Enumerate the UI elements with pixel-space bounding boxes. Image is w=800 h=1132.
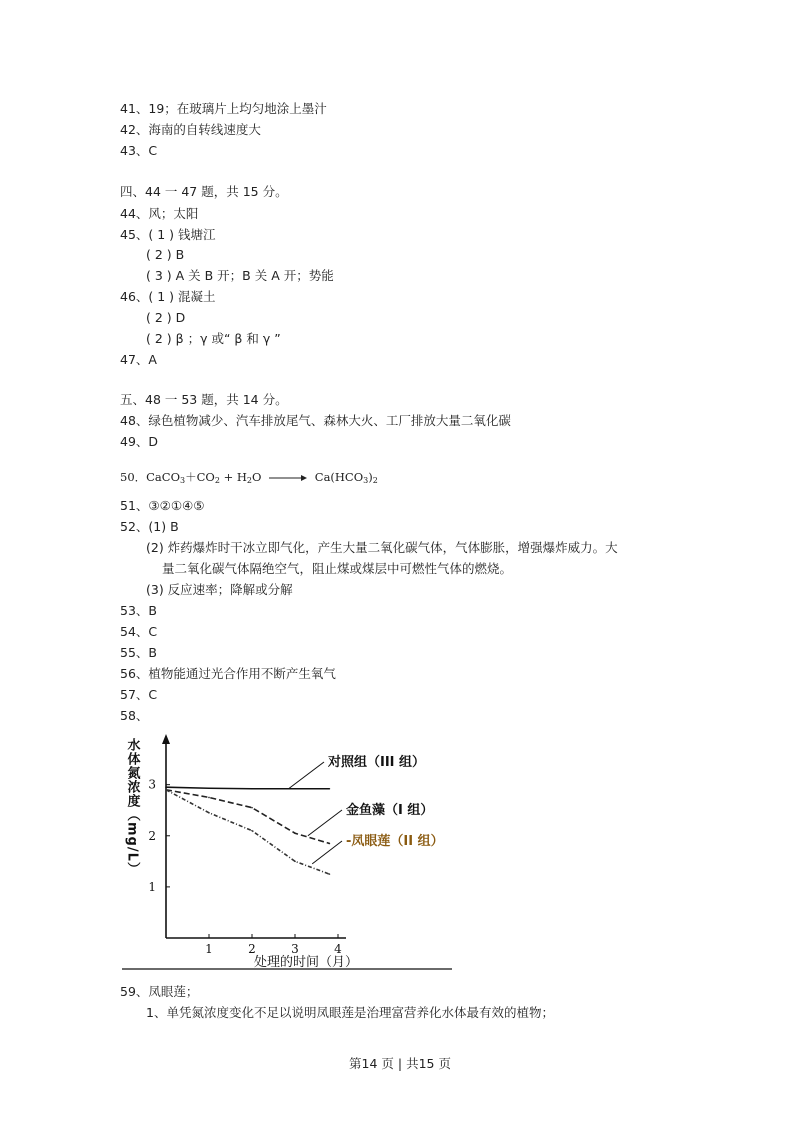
series-line-0 — [166, 787, 329, 789]
series-label-2: -凤眼莲（II 组） — [346, 834, 444, 849]
text-line: 55、B — [120, 645, 157, 660]
leader-line-1 — [308, 810, 342, 836]
series-label-0: 对照组（III 组） — [328, 755, 426, 770]
series-point-2 — [251, 830, 253, 832]
y-axis-label: 水体氮浓度（mg/L） — [124, 738, 140, 876]
series-point-1 — [329, 843, 331, 845]
series-point-0 — [165, 786, 167, 788]
text-line: 57、C — [120, 687, 158, 702]
text-line: ( 2 ) β ；γ 或“ β 和 γ ” — [146, 331, 281, 346]
text-line: ( 2 ) D — [146, 310, 186, 325]
series-point-2 — [165, 789, 167, 791]
series-label-1: 金鱼藻（I 组） — [346, 803, 434, 818]
reaction-arrow — [269, 473, 307, 483]
text-line: 58、 — [120, 708, 149, 723]
series-line-2 — [166, 790, 329, 874]
series-point-2 — [329, 873, 331, 875]
text-line: 56、植物能通过光合作用不断产生氧气 — [120, 666, 336, 681]
nitrogen-chart — [118, 728, 458, 973]
x-tick-label: 1 — [205, 942, 213, 956]
x-tick-label: 4 — [334, 942, 342, 956]
text-line: 45、( 1 ) 钱塘江 — [120, 227, 216, 242]
text-line: 五、48 一 53 题，共 14 分。 — [120, 392, 288, 407]
x-axis-label: 处理的时间（月） — [254, 955, 359, 970]
text-line: 51、③②①④⑤ — [120, 498, 205, 513]
text-line: 52、(1) B — [120, 519, 179, 534]
text-line: 49、D — [120, 434, 159, 449]
text-line: 44、风；太阳 — [120, 206, 199, 221]
series-point-1 — [251, 807, 253, 809]
text-line: 53、B — [120, 603, 157, 618]
leader-line-0 — [289, 762, 324, 789]
series-line-1 — [166, 790, 329, 844]
equation-line: 50．$CaCO_3+CO_2 + H_2O$ $Ca(HCO_3)_2$ — [120, 470, 378, 485]
text-line: 量二氧化碳气体隔绝空气，阻止煤或煤层中可燃性气体的燃烧。 — [162, 561, 513, 576]
series-point-2 — [294, 861, 296, 863]
text-line: 43、C — [120, 143, 158, 158]
leader-line-2 — [312, 841, 342, 864]
y-tick-label: 3 — [148, 777, 156, 792]
x-tick-label: 2 — [248, 942, 256, 956]
text-line: 1、单凭氮浓度变化不足以说明凤眼莲是治理富营养化水体最有效的植物； — [146, 1005, 554, 1020]
series-point-0 — [294, 788, 296, 790]
series-point-0 — [329, 788, 331, 790]
series-point-1 — [294, 832, 296, 834]
text-line: ( 2 ) B — [146, 247, 185, 262]
page-footer: 第14 页 | 共15 页 — [349, 1056, 451, 1071]
y-tick-label: 1 — [148, 879, 156, 894]
text-line: ( 3 ) A 关 B 开；B 关 A 开；势能 — [146, 268, 334, 283]
text-line: 54、C — [120, 624, 158, 639]
series-point-1 — [208, 797, 210, 799]
text-line: (3) 反应速率；降解或分解 — [146, 582, 293, 597]
text-line: 48、绿色植物减少、汽车排放尾气、森林大火、工厂排放大量二氧化碳 — [120, 413, 511, 428]
text-line: 42、海南的自转线速度大 — [120, 122, 261, 137]
text-line: (2) 炸药爆炸时干冰立即气化，产生大量二氧化碳气体，气体膨胀，增强爆炸威力。大 — [146, 540, 618, 555]
series-point-2 — [208, 812, 210, 814]
text-line: 59、凤眼莲； — [120, 984, 199, 999]
series-point-0 — [208, 787, 210, 789]
y-tick-label: 2 — [148, 828, 156, 843]
text-line: 46、( 1 ) 混凝土 — [120, 289, 216, 304]
text-line: 四、44 一 47 题，共 15 分。 — [120, 184, 288, 199]
text-line: 41、19；在玻璃片上均匀地涂上墨汁 — [120, 101, 327, 116]
y-axis-arrow — [162, 734, 170, 744]
x-tick-label: 3 — [291, 942, 299, 956]
series-point-0 — [251, 788, 253, 790]
text-line: 47、A — [120, 352, 157, 367]
